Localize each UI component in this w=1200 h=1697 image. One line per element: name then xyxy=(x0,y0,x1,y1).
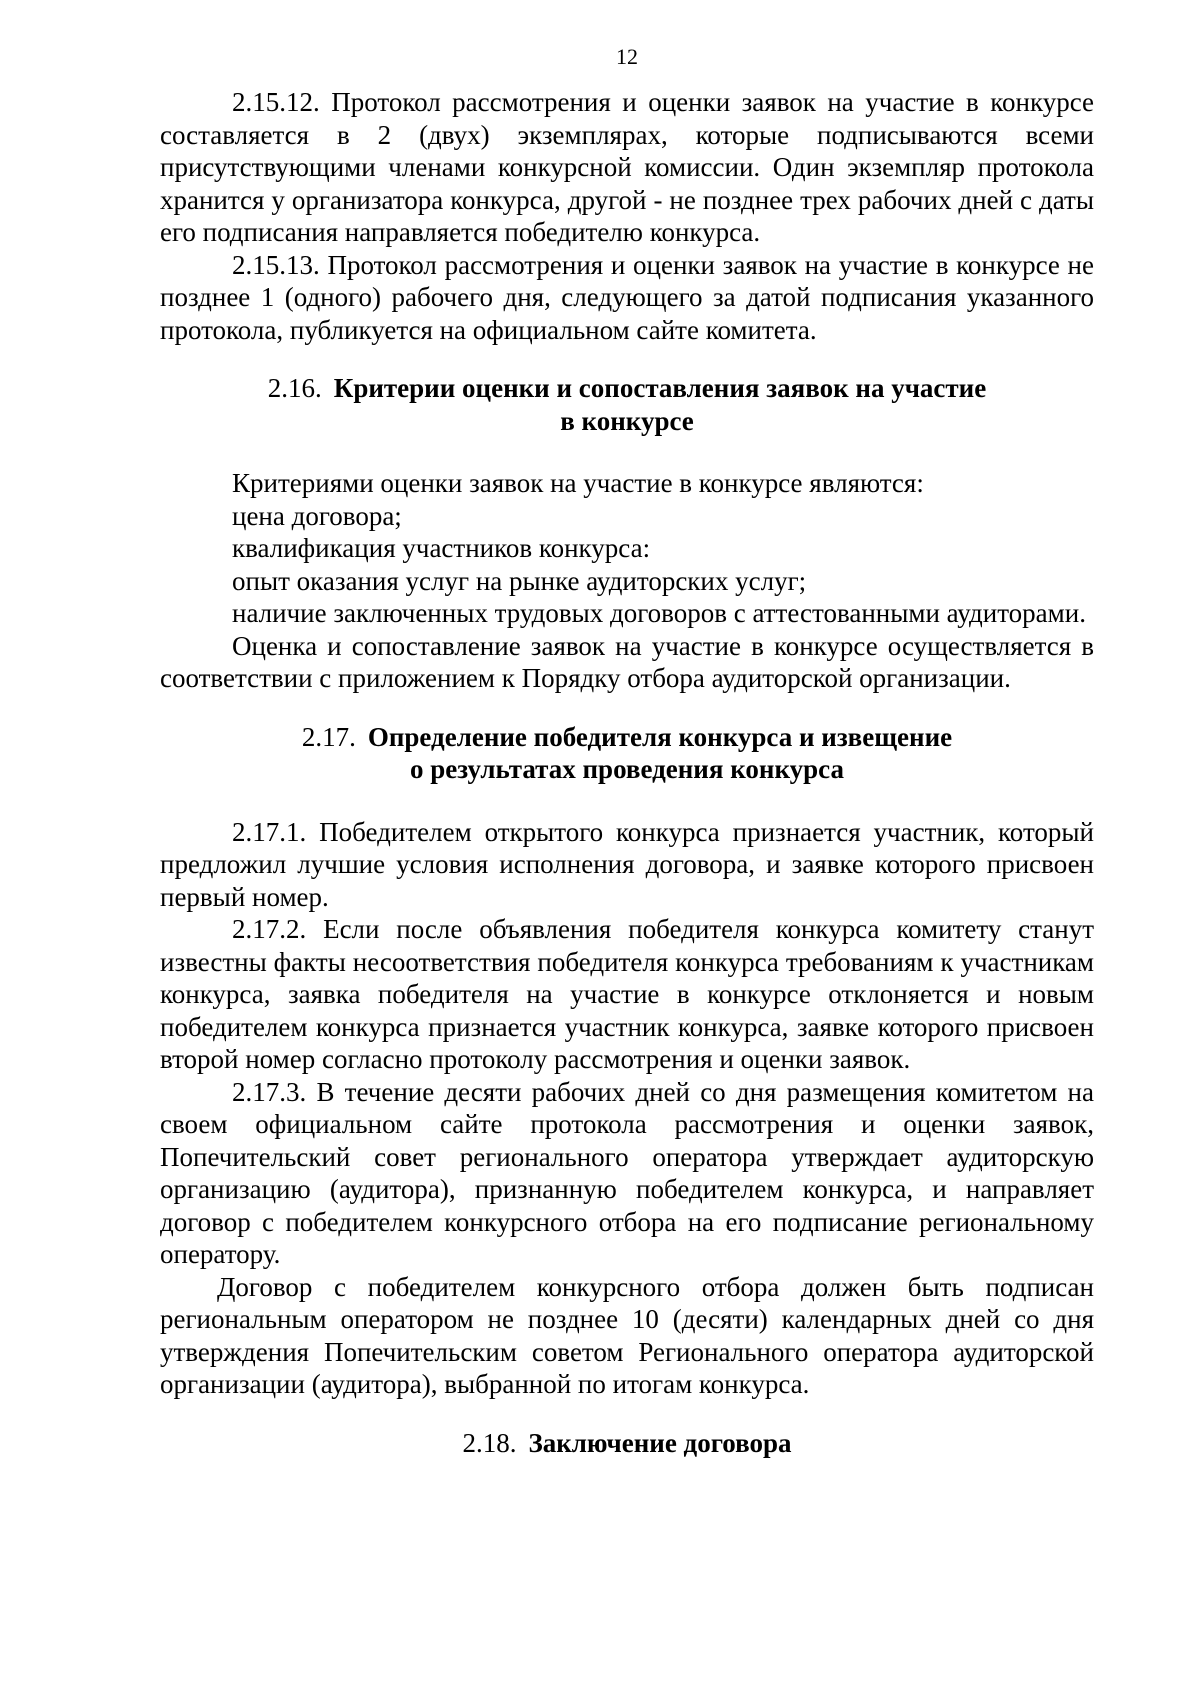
criteria-intro: Критериями оценки заявок на участие в конкурсе являются: xyxy=(232,468,924,498)
paragraph-2-15-13: 2.15.13. Протокол рассмотрения и оценки заявок на участие в конкурсе не позднее 1 (одного) рабочего дня, следующего за датой подписания указанного протокола, публикуется на официальном сайте комитета. xyxy=(160,249,1094,345)
paragraph-contract-signing: Договор с победителем конкурсного отбора должен быть подписан региональным оператором не позднее 10 (десяти) календарных дней со дня утверждения Попечительским советом Регионального оператора аудиторской организации (аудитора), выбранной по итогам конкурса. xyxy=(160,1271,1094,1399)
section-heading-2-16 xyxy=(160,372,1094,437)
page-number: 12 xyxy=(616,44,638,69)
paragraph-2-17-2: 2.17.2. Если после объявления победителя конкурса комитету станут известны факты несоответствия победителя конкурса требованиям к участникам конкурса, заявка победителя на участие в конкурсе отклоняется и новым победителем конкурса признается участник конкурса, заявке которого присвоен второй номер согласно протоколу рассмотрения и оценки заявок. xyxy=(160,914,1094,1074)
criteria-item: цена договора; xyxy=(232,500,402,531)
document-page xyxy=(160,40,1094,1489)
section-title: Заключение договора xyxy=(528,1427,792,1458)
paragraph-2-17-3: 2.17.3. В течение десяти рабочих дней со дня размещения комитетом на своем официальном сайте протокола рассмотрения и оценки заявок, Попечительский совет регионального оператора утверждает аудиторскую организацию (аудитора), признанную победителем конкурса, и направляет договор с победителем конкурсного отбора на его подписание региональному оператору. xyxy=(160,1076,1094,1269)
criteria-item: опыт оказания услуг на рынке аудиторских услуг; xyxy=(232,565,807,596)
section-title-continuation: о результатах проведения конкурса xyxy=(410,754,844,784)
section-title: Критерии оценки и сопоставления заявок на участие xyxy=(333,373,987,403)
paragraph-2-17-1: 2.17.1. Победителем открытого конкурса признается участник, который предложил лучшие условия исполнения договора, и заявке которого присвоен первый номер. xyxy=(160,816,1094,912)
section-title: Определение победителя конкурса и извещение xyxy=(367,721,953,752)
section-number: 2.18. xyxy=(462,1427,517,1458)
section-heading-2-18 xyxy=(160,1427,1094,1460)
section-number: 2.17. xyxy=(301,721,356,752)
section-number: 2.16. xyxy=(267,373,322,403)
section-title-continuation: в конкурсе xyxy=(560,405,694,436)
criteria-item: квалификация участников конкурса: xyxy=(232,533,651,563)
paragraph-2-15-12: 2.15.12. Протокол рассмотрения и оценки заявок на участие в конкурсе составляется в 2 (двух) экземплярах, которые подписываются всеми присутствующими членами конкурсной комиссии. Один экземпляр протокола хранится у организатора конкурса, другой - не позднее трех рабочих дней с даты его подписания направляется победителю конкурса. xyxy=(160,87,1094,247)
section-heading-2-17 xyxy=(160,721,1094,786)
criteria-item: наличие заключенных трудовых договоров с аттестованными аудиторами. xyxy=(232,598,1086,628)
criteria-evaluation: Оценка и сопоставление заявок на участие в конкурсе осуществляется в соответствии с приложением к Порядку отбора аудиторской организации. xyxy=(160,630,1094,693)
